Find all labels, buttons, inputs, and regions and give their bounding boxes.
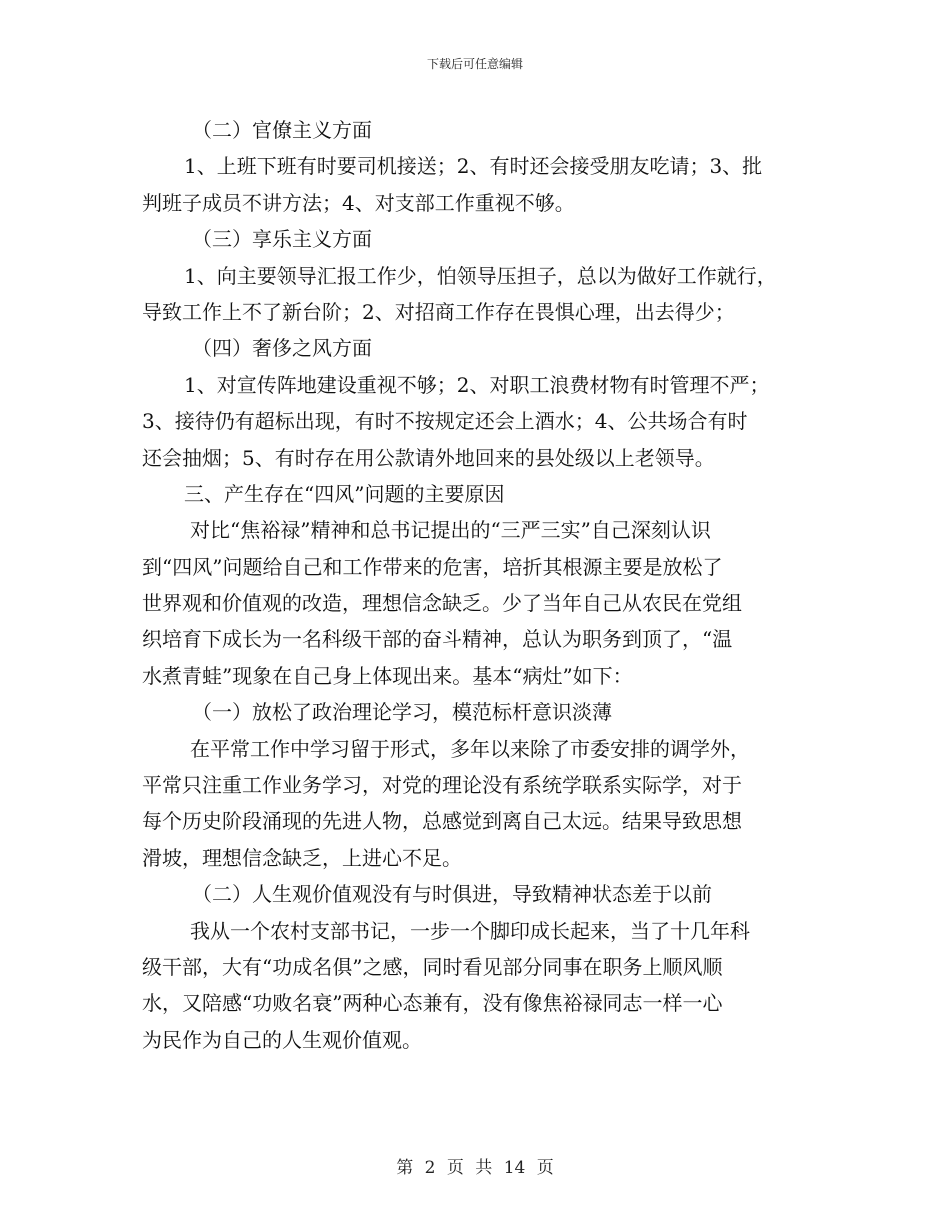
text-line: 对比“焦裕禄”精神和总书记提出的“三严三实”自己深刻认识 <box>190 518 711 543</box>
text-line: （一）放松了政治理论学习，模范标杆意识淡薄 <box>192 700 612 725</box>
text-line: 1、对宣传阵地建设重视不够；2、对职工浪费材物有时管理不严； <box>184 372 770 397</box>
text-line: 世界观和价值观的改造，理想信念缺乏。少了当年自己从农民在党组 <box>142 591 742 616</box>
text-line: 滑坡，理想信念缺乏，上进心不足。 <box>142 845 462 870</box>
text-line: 水煮青蛙”现象在自己身上体现出来。基本“病灶”如下： <box>142 663 633 688</box>
text-line: 三、产生存在“四风”问题的主要原因 <box>184 481 505 506</box>
text-line: （三）享乐主义方面 <box>192 227 372 252</box>
text-line: 为民作为自己的人生观价值观。 <box>142 1027 422 1052</box>
text-line: 还会抽烟；5、有时存在用公款请外地回来的县处级以上老领导。 <box>142 445 715 470</box>
text-line: 每个历史阶段涌现的先进人物，总感觉到离自己太远。结果导致思想 <box>142 809 742 834</box>
text-line: 判班子成员不讲方法；4、对支部工作重视不够。 <box>142 190 575 215</box>
text-line: （四）奢侈之风方面 <box>192 336 372 361</box>
text-line: （二）官僚主义方面 <box>192 118 372 142</box>
page-footer: 第 2 页 共 14 页 <box>396 1158 554 1178</box>
text-line: 水，又陪感“功败名衰”两种心态兼有，没有像焦裕禄同志一样一心 <box>142 991 723 1016</box>
text-line: （二）人生观价值观没有与时俱进，导致精神状态差于以前 <box>192 882 712 907</box>
document-body <box>142 112 814 1058</box>
text-line: 到“四风”问题给自己和工作带来的危害，培折其根源主要是放松了 <box>142 554 723 579</box>
text-line: 级干部，大有“功成名俱”之感，同时看见部分同事在职务上顺风顺 <box>142 954 723 979</box>
text-line: 我从一个农村支部书记，一步一个脚印成长起来，当了十几年科 <box>190 918 750 943</box>
text-line: 1、向主要领导汇报工作少，怕领导压担子，总以为做好工作就行， <box>184 263 777 288</box>
text-line: 织培育下成长为一名科级干部的奋斗精神，总认为职务到顶了，“温 <box>142 627 733 652</box>
text-line: 在平常工作中学习留于形式，多年以来除了市委安排的调学外， <box>190 736 750 761</box>
text-line: 1、上班下班有时要司机接送；2、有时还会接受朋友吃请；3、批 <box>184 154 763 179</box>
page-header: 下载后可任意编辑 <box>426 57 523 71</box>
text-line: 平常只注重工作业务学习，对党的理论没有系统学联系实际学，对于 <box>142 773 742 798</box>
text-line: 3、接待仍有超标出现，有时不按规定还会上酒水；4、公共场合有时 <box>142 409 748 434</box>
text-line: 导致工作上不了新台阶；2、对招商工作存在畏惧心理，出去得少； <box>142 299 735 324</box>
